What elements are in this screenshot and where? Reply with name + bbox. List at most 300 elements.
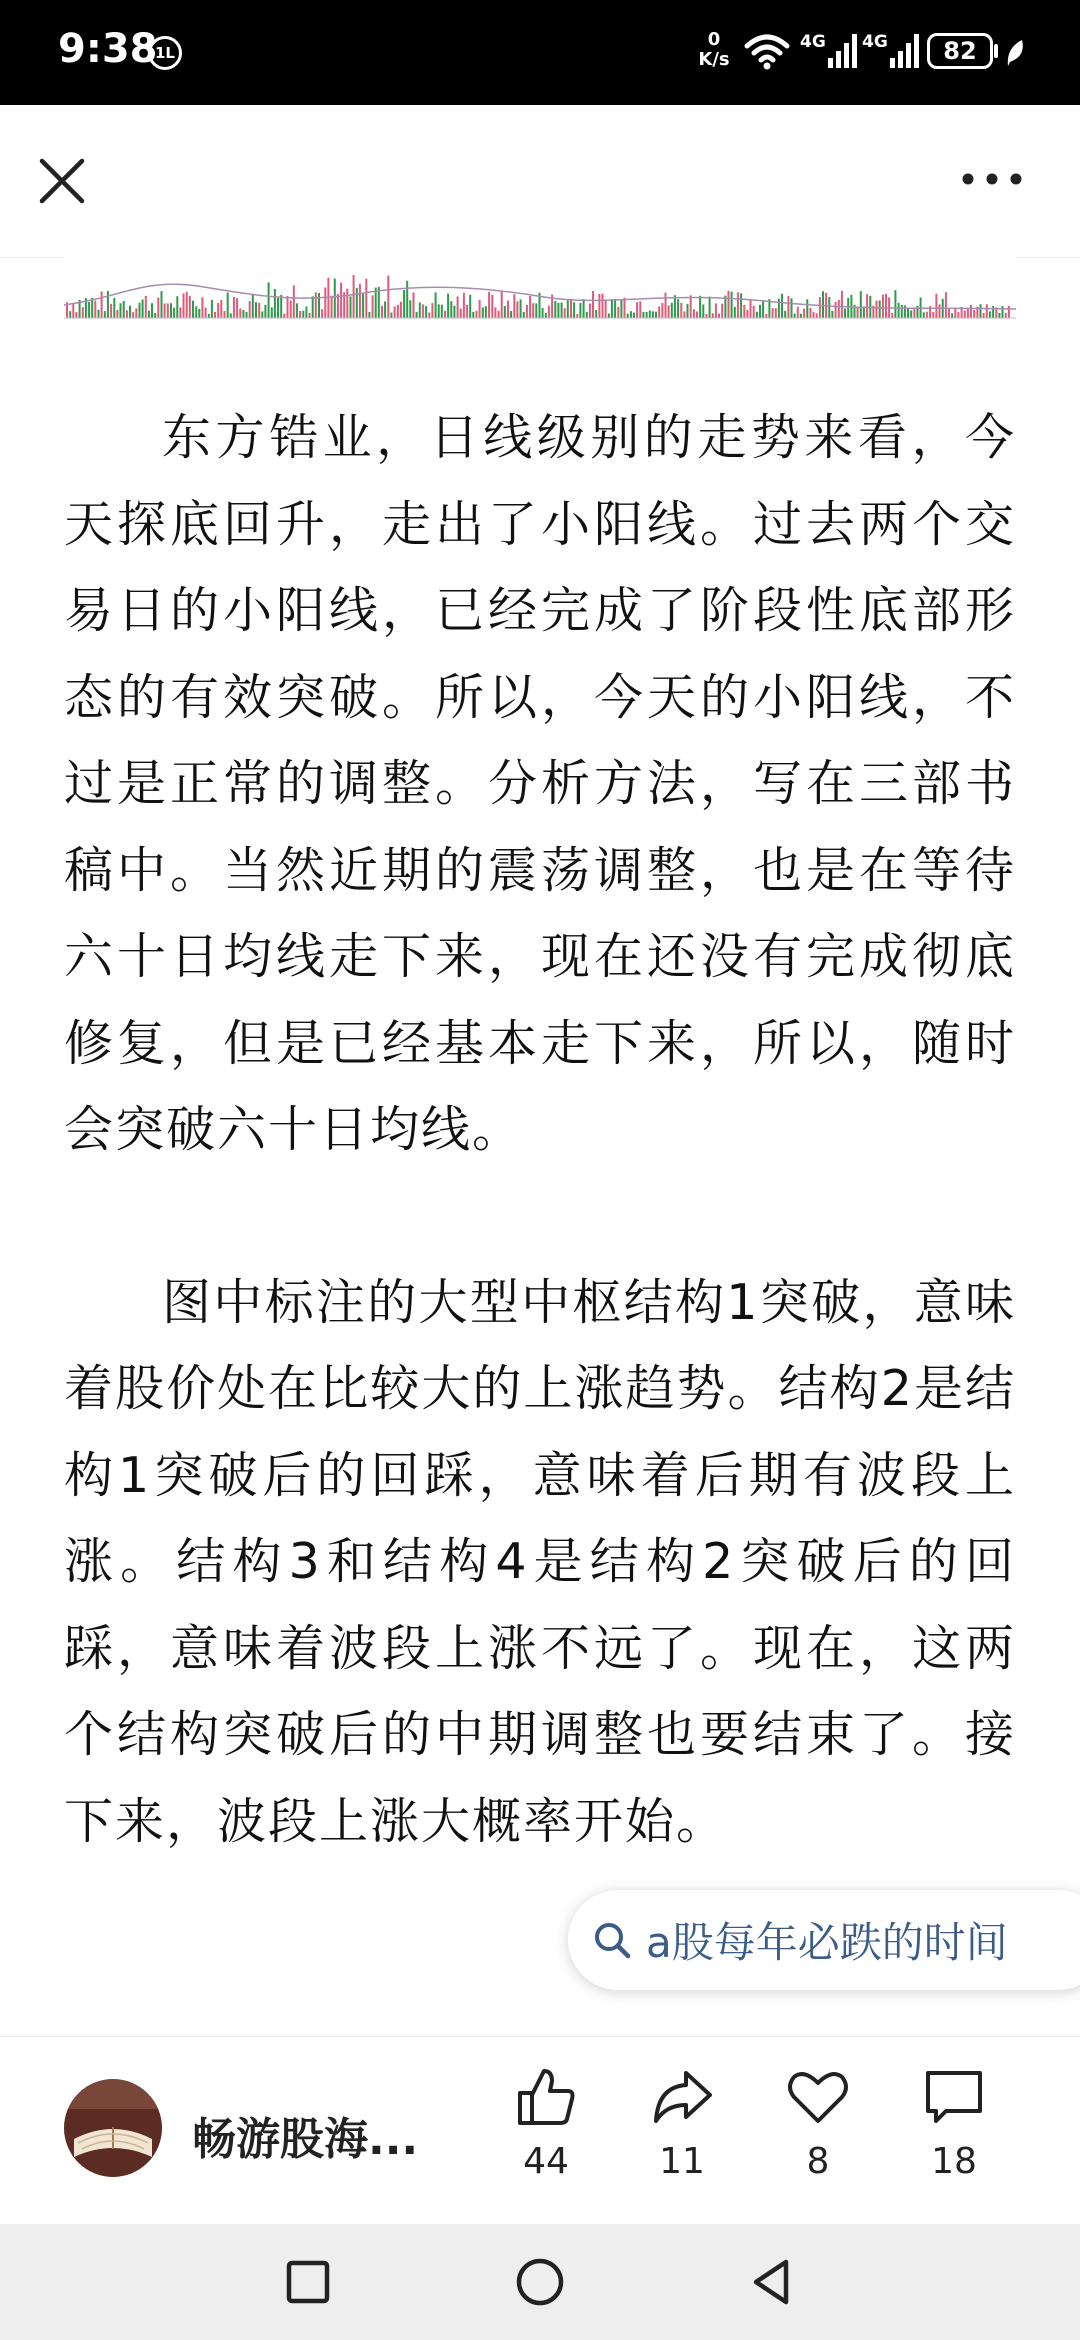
chart-candle: [498, 311, 500, 318]
chart-candle: [583, 299, 585, 318]
cell-signal-icon: [862, 30, 920, 72]
chart-candle: [844, 309, 846, 319]
chart-candle: [82, 307, 84, 318]
chart-candle: [819, 297, 821, 318]
chart-candle: [791, 298, 793, 318]
chart-candle: [746, 310, 748, 318]
chart-candle: [913, 307, 915, 318]
chart-candle: [983, 313, 985, 318]
chart-candle: [973, 310, 975, 318]
chart-candle: [425, 306, 427, 318]
chart-candle: [545, 313, 547, 318]
status-time: 9:38: [58, 26, 158, 72]
chart-candle: [687, 304, 689, 318]
chart-candle: [192, 301, 194, 318]
chart-candle: [129, 306, 131, 318]
chart-candle: [359, 284, 361, 318]
chart-candle: [557, 303, 559, 318]
chart-candle: [696, 312, 698, 319]
chart-candle: [268, 282, 270, 318]
chart-candle: [220, 300, 222, 318]
chart-candle: [145, 296, 147, 318]
chart-candle: [576, 314, 578, 318]
chart-candle: [891, 313, 893, 318]
chart-candle: [397, 305, 399, 318]
chart-candle: [709, 297, 711, 318]
chart-candle: [242, 310, 244, 318]
chart-candle: [516, 301, 518, 318]
close-icon[interactable]: [38, 157, 86, 205]
chart-candle: [951, 313, 953, 318]
chart-candle: [157, 298, 159, 318]
chart-candle: [438, 304, 440, 318]
chart-candle: [627, 314, 629, 318]
chart-candle: [926, 312, 928, 318]
chart-candle: [179, 308, 181, 319]
chart-candle: [431, 303, 433, 318]
chart-candle: [759, 305, 761, 318]
home-icon[interactable]: [512, 2254, 568, 2310]
chart-candle: [135, 308, 137, 318]
chart-candle: [435, 292, 437, 318]
chart-candle: [315, 292, 317, 318]
chart-candle: [274, 289, 276, 318]
chart-candle: [91, 298, 93, 318]
chart-candle: [409, 300, 411, 318]
chart-candle: [907, 308, 909, 318]
wifi-icon: [744, 34, 790, 70]
chart-candle: [765, 314, 767, 318]
chart-candle: [183, 293, 185, 318]
chart-candle: [444, 311, 446, 318]
chart-candle: [148, 311, 150, 318]
chart-candle: [390, 313, 392, 318]
chart-candle: [633, 313, 635, 318]
chart-candle: [482, 307, 484, 318]
more-icon[interactable]: [960, 167, 1024, 191]
chart-candle: [731, 292, 733, 318]
chart-candle: [721, 304, 723, 318]
chart-candle: [882, 295, 884, 318]
chart-candle: [94, 301, 96, 318]
chart-candle: [305, 307, 307, 319]
net-speed-value: 0: [707, 29, 721, 50]
chart-candle: [636, 302, 638, 318]
chart-candle: [161, 291, 163, 318]
chart-candle: [271, 307, 273, 318]
chart-candle: [211, 300, 213, 318]
chart-candle: [233, 297, 235, 318]
chart-candle: [879, 301, 881, 319]
article-paragraph-2: 图中标注的大型中枢结构1突破，意味着股价处在比较大的上涨趋势。结构2是结构1突破后的回踩，意味着后期有波段上涨。结构3和结构4是结构2突破后的回踩，意味着波段上涨不远了。现在，这两个结构突破后的中期调整也要结束了。接下来，波段上涨大概率开始。: [64, 1273, 1016, 1850]
chart-candle: [857, 307, 859, 319]
chart-candle: [690, 295, 692, 318]
chart-candle: [775, 308, 777, 318]
chart-candle: [967, 308, 969, 318]
chart-candle: [939, 304, 941, 318]
chart-candle: [98, 310, 100, 318]
chart-candle: [986, 304, 988, 318]
chart-candle: [365, 279, 367, 318]
chart-candle: [901, 305, 903, 318]
chart-candle: [476, 311, 478, 318]
chart-candle: [756, 312, 758, 318]
chart-candle: [340, 283, 342, 319]
chart-candle: [176, 296, 178, 318]
chart-candle: [69, 311, 71, 318]
stock-chart-image[interactable]: [64, 257, 1016, 319]
chart-candle: [734, 307, 736, 318]
chart-candle: [321, 309, 323, 318]
chart-candle: [822, 291, 824, 318]
chart-candle: [198, 309, 200, 318]
chart-candle: [772, 308, 774, 318]
chart-candle: [186, 292, 188, 318]
chart-candle: [139, 303, 141, 318]
chart-candle: [803, 309, 805, 318]
chart-candle: [860, 291, 862, 318]
article-paragraph-1: 东方锆业，日线级别的走势来看，今天探底回升，走出了小阳线。过去两个交易日的小阳线，已经完成了阶段性底部形态的有效突破。所以，今天的小阳线，不过是正常的调整。分析方法，写在三部书稿中。当然近期的震荡调整，也是在等待六十日均线走下来，现在还没有完成彻底修复，但是已经基本走下来，所以，随时会突破六十日均线。: [64, 409, 1016, 1158]
chart-candle: [337, 294, 339, 318]
chart-candle: [403, 290, 405, 318]
comment-count: 18: [931, 2141, 977, 2182]
chart-candle: [866, 294, 868, 318]
chart-candle: [1005, 313, 1007, 318]
chart-candle: [381, 306, 383, 318]
chart-candle: [668, 305, 670, 318]
chart-candle: [964, 311, 966, 319]
chart-candle: [283, 314, 285, 318]
chart-candle: [101, 292, 103, 319]
chart-candle: [753, 306, 755, 318]
chart-candle: [665, 293, 667, 318]
chart-candle: [762, 302, 764, 319]
chart-candle: [935, 294, 937, 318]
chart-candle: [331, 296, 333, 318]
chart-candle: [794, 314, 796, 318]
chart-candle: [368, 312, 370, 318]
chart-candle: [488, 292, 490, 318]
heart-icon: [786, 2065, 850, 2129]
chart-candle: [885, 294, 887, 318]
back-icon[interactable]: [744, 2254, 800, 2310]
system-nav-bar: [0, 2224, 1080, 2340]
chart-candle: [838, 300, 840, 318]
chart-candle: [151, 303, 153, 318]
chart-candle: [214, 312, 216, 318]
chart-candle: [957, 312, 959, 318]
chart-candle: [661, 303, 663, 318]
recent-apps-icon[interactable]: [280, 2254, 336, 2310]
chart-candle: [715, 303, 717, 318]
chart-candle: [683, 311, 685, 318]
chart-candle: [413, 293, 415, 319]
chart-candle: [504, 306, 506, 318]
chart-candle: [255, 302, 257, 318]
chart-candle: [154, 313, 156, 318]
chart-candle: [375, 288, 377, 318]
chart-candle: [299, 311, 301, 318]
chart-candle: [261, 311, 263, 318]
chart-candle: [680, 303, 682, 318]
chart-candle: [208, 314, 210, 318]
chart-candle: [809, 308, 811, 318]
chart-candle: [123, 301, 125, 318]
chart-candle: [126, 310, 128, 318]
chart-candle: [642, 312, 644, 318]
chart-candle: [620, 300, 622, 318]
chart-candle: [910, 310, 912, 318]
bottom-action-bar: [0, 2036, 1080, 2225]
chart-candle: [249, 301, 251, 318]
chart-candle: [813, 312, 815, 318]
favorite-count: 8: [806, 2141, 830, 2182]
chart-candle: [639, 301, 641, 318]
chart-candle: [624, 298, 626, 318]
chart-candle: [277, 298, 279, 318]
chart-candle: [422, 304, 424, 318]
chart-candle: [658, 307, 660, 319]
chart-candle: [116, 310, 118, 318]
chart-candle: [797, 307, 799, 318]
like-count: 44: [523, 2141, 569, 2182]
chart-candle: [652, 311, 654, 318]
chart-candle: [737, 292, 739, 318]
author-name[interactable]: 畅游股海...: [192, 2114, 419, 2165]
network-type-1: 4G: [800, 32, 826, 52]
chart-candle: [132, 312, 134, 318]
chart-candle: [230, 313, 232, 318]
chart-candle: [419, 302, 421, 318]
battery-tip: [994, 44, 998, 58]
battery-icon: 82: [927, 33, 993, 69]
chart-candle: [784, 311, 786, 318]
chart-candle: [598, 294, 600, 318]
chart-candle: [293, 285, 295, 318]
chart-candle: [164, 304, 166, 319]
chart-candle: [655, 312, 657, 318]
chart-candle: [110, 304, 112, 318]
chart-candle: [142, 300, 144, 319]
chart-candle: [170, 303, 172, 318]
chart-candle: [617, 307, 619, 318]
thumbs-up-icon: [514, 2065, 578, 2129]
chart-candle: [932, 312, 934, 318]
chart-candle: [72, 303, 74, 318]
chart-candle: [847, 298, 849, 318]
chart-candle: [167, 304, 169, 319]
cell-signal-icon: [800, 30, 858, 72]
chart-candle: [318, 293, 320, 318]
chart-candle: [510, 311, 512, 318]
chart-candle: [441, 305, 443, 318]
chart-candle: [350, 296, 352, 318]
chart-candle: [113, 298, 115, 318]
chart-candle: [189, 296, 191, 318]
chart-candle: [564, 308, 566, 318]
chart-candle: [954, 308, 956, 318]
chart-candle: [992, 306, 994, 318]
chart-candle: [561, 302, 563, 318]
chart-candle: [120, 303, 122, 318]
chart-candle: [453, 306, 455, 318]
chart-candle: [743, 305, 745, 318]
chart-candle: [602, 294, 604, 318]
chart-candle: [362, 294, 364, 318]
chart-candle: [671, 303, 673, 318]
comment-icon: [922, 2065, 986, 2129]
chart-candle: [394, 307, 396, 318]
chart-candle: [491, 295, 493, 318]
chart-candle: [406, 281, 408, 318]
leaf-icon: [1004, 38, 1026, 68]
chart-candle: [290, 301, 292, 319]
chart-candle: [693, 309, 695, 318]
chart-candle: [246, 312, 248, 318]
search-suggestion-chip[interactable]: [568, 1890, 1080, 1990]
chart-candle: [466, 305, 468, 318]
chart-candle: [463, 293, 465, 318]
chart-candle: [224, 311, 226, 318]
chart-candle: [287, 296, 289, 318]
chart-candle: [472, 312, 474, 318]
chart-candle: [356, 288, 358, 318]
chart-candle: [217, 303, 219, 318]
chart-candle: [494, 307, 496, 318]
chart-candle: [479, 300, 481, 318]
chart-candle: [674, 295, 676, 318]
chart-candle: [239, 309, 241, 319]
chart-candle: [264, 305, 266, 318]
chart-candle: [605, 300, 607, 318]
chart-candle: [302, 311, 304, 318]
chart-candle: [998, 313, 1000, 318]
hd-badge: 1L: [148, 36, 182, 70]
chart-candle: [384, 301, 386, 318]
net-speed-unit: K/s: [698, 49, 730, 70]
chart-candle: [75, 312, 77, 318]
chart-candle: [428, 313, 430, 319]
article-body: [64, 395, 1016, 1865]
chart-candle: [945, 292, 947, 318]
chart-candle: [816, 313, 818, 318]
chart-candle: [324, 288, 326, 319]
chart-candle: [702, 305, 704, 319]
share-icon: [650, 2065, 714, 2129]
chart-candle: [460, 309, 462, 319]
chart-candle: [835, 302, 837, 318]
chart-candle: [526, 305, 528, 318]
chart-candle: [554, 301, 556, 318]
chart-candle: [592, 291, 594, 318]
chart-candle: [280, 295, 282, 318]
chart-candle: [296, 303, 298, 318]
chart-candle: [387, 276, 389, 318]
chart-candle: [705, 314, 707, 318]
chart-candle: [677, 299, 679, 318]
chart-candle: [831, 311, 833, 318]
chart-candle: [309, 313, 311, 318]
chart-candle: [1008, 306, 1010, 318]
chart-candle: [469, 295, 471, 318]
chart-candle: [841, 291, 843, 318]
chart-candle: [750, 300, 752, 318]
chart-candle: [970, 305, 972, 318]
chart-candle: [611, 299, 613, 318]
chart-candle: [608, 314, 610, 319]
share-count: 11: [659, 2141, 705, 2182]
chart-candle: [416, 312, 418, 318]
chart-candle: [712, 313, 714, 318]
share-button[interactable]: [632, 2065, 732, 2182]
chart-candle: [542, 308, 544, 318]
chart-candle: [718, 314, 720, 318]
chart-candle: [649, 311, 651, 319]
chart-candle: [948, 308, 950, 318]
chart-candle: [447, 294, 449, 318]
chart-candle: [923, 312, 925, 318]
chart-candle: [252, 294, 254, 318]
network-type-2: 4G: [862, 32, 888, 52]
chart-candle: [353, 275, 355, 318]
chart-candle: [450, 301, 452, 318]
chart-candle: [579, 303, 581, 318]
chart-candle: [567, 300, 569, 318]
chart-candle: [828, 297, 830, 318]
like-button[interactable]: [496, 2065, 596, 2182]
chart-candle: [205, 308, 207, 318]
chart-candle: [904, 305, 906, 318]
favorite-button[interactable]: [768, 2065, 868, 2182]
chart-candle: [699, 296, 701, 318]
chart-candle: [529, 296, 531, 318]
chart-candle: [728, 291, 730, 318]
chart-candle: [898, 303, 900, 318]
chart-candle: [513, 294, 515, 318]
author-avatar[interactable]: [64, 2079, 162, 2177]
search-suggestion-text: a股每年必跌的时间: [646, 1918, 1008, 1967]
chart-candle: [501, 291, 503, 318]
chart-candle: [586, 312, 588, 318]
chart-candle: [535, 303, 537, 318]
search-icon: [590, 1918, 634, 1962]
comment-button[interactable]: [904, 2065, 1004, 2182]
chart-candle: [646, 312, 648, 318]
net-speed: [690, 30, 738, 70]
chart-candle: [523, 312, 525, 318]
chart-candle: [258, 303, 260, 318]
chart-candle: [548, 306, 550, 318]
chart-candle: [227, 293, 229, 319]
chart-candle: [201, 298, 203, 319]
chart-candle: [806, 299, 808, 318]
chart-candle: [195, 306, 197, 318]
chart-candle: [573, 302, 575, 318]
chart-candle: [781, 294, 783, 318]
chart-candle: [630, 311, 632, 318]
chart-candle: [507, 301, 509, 318]
chart-candle: [1002, 306, 1004, 318]
chart-candle: [876, 301, 878, 318]
chart-candle: [104, 311, 106, 318]
chart-candle: [88, 302, 90, 318]
chart-candle: [787, 296, 789, 318]
chart-candle: [570, 300, 572, 318]
chart-candle: [372, 295, 374, 318]
chart-candle: [346, 289, 348, 318]
chart-candle: [532, 303, 534, 318]
chart-candle: [740, 293, 742, 318]
